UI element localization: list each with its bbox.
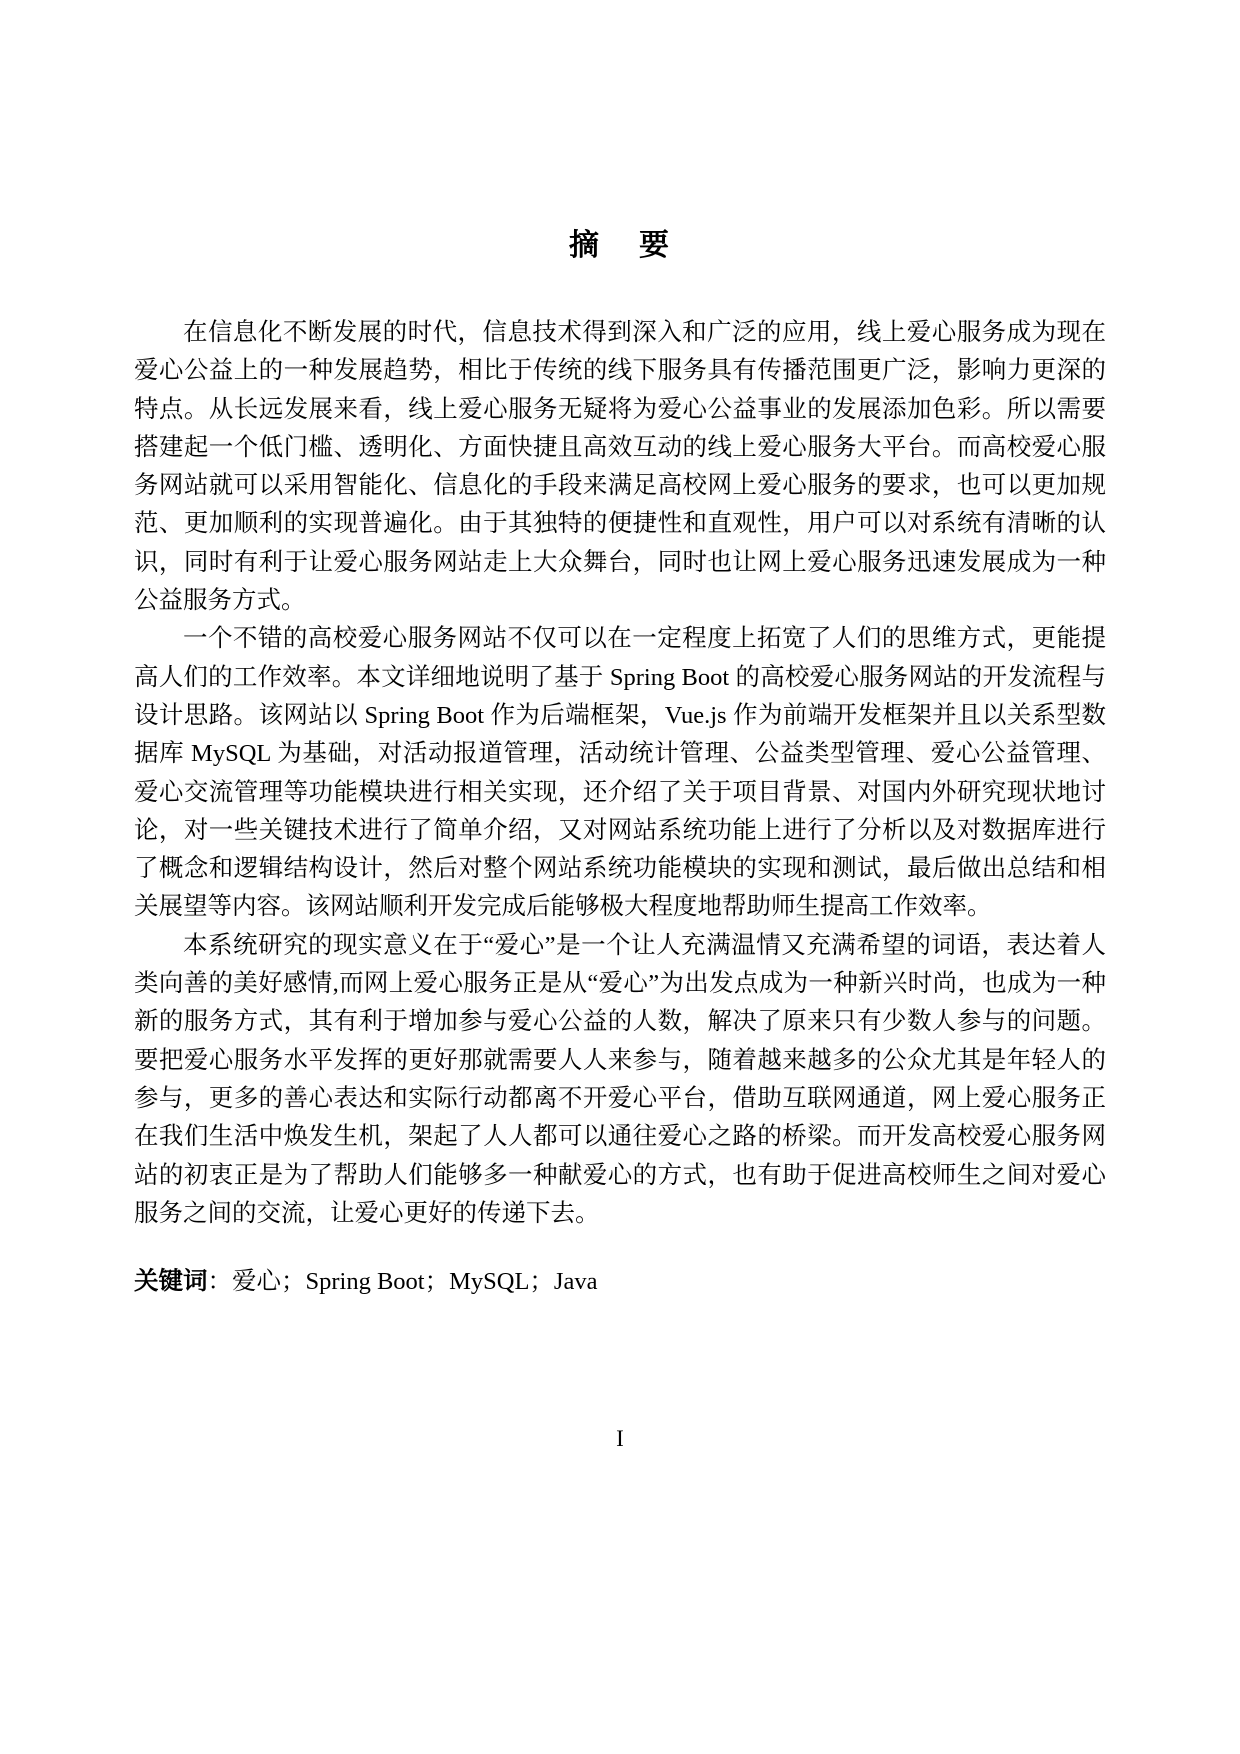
page-content bbox=[134, 0, 1106, 1301]
keywords-line bbox=[134, 1233, 1106, 1301]
keywords-label: 关键词 bbox=[134, 1268, 208, 1296]
page-number-footer: I bbox=[616, 1426, 624, 1451]
page-title bbox=[134, 0, 1106, 264]
page-title-char-second: 要 bbox=[639, 229, 671, 262]
abstract-paragraph-2: 一个不错的高校爱心服务网站不仅可以在一定程度上拓宽了人们的思维方式，更能提高人们的工作效率。本文详细地说明了基于 Spring Boot 的高校爱心服务网站的开发流程与设计思路。该网站以 Spring Boot 作为后端框架，Vue.js 作为前端开发框架并且以关系型数据库 MySQL 为基础，对活动报道管理，活动统计管理、公益类型管理、爱心公益管理、爱心交流管理等功能模块进行相关实现，还介绍了关于项目背景、对国内外研究现状地讨论，对一些关键技术进行了简单介绍，又对网站系统功能上进行了分析以及对数据库进行了概念和逻辑结构设计，然后对整个网站系统功能模块的实现和测试，最后做出总结和相关展望等内容。该网站顺利开发完成后能够极大程度地帮助师生提高工作效率。 bbox=[134, 625, 1106, 921]
page-title-char-first: 摘 bbox=[569, 229, 601, 262]
abstract-paragraph-3: 本系统研究的现实意义在于“爱心”是一个让人充满温情又充满希望的词语，表达着人类向善的美好感情,而网上爱心服务正是从“爱心”为出发点成为一种新兴时尚，也成为一种新的服务方式，其有利于增加参与爱心公益的人数，解决了原来只有少数人参与的问题。要把爱心服务水平发挥的更好那就需要人人来参与，随着越来越多的公众尤其是年轻人的参与，更多的善心表达和实际行动都离不开爱心平台，借助互联网通道，网上爱心服务正在我们生活中焕发生机，架起了人人都可以通往爱心之路的桥梁。而开发高校爱心服务网站的初衷正是为了帮助人们能够多一种献爱心的方式，也有助于促进高校师生之间对爱心服务之间的交流，让爱心更好的传递下去。 bbox=[134, 931, 1106, 1227]
abstract-paragraph-1: 在信息化不断发展的时代，信息技术得到深入和广泛的应用，线上爱心服务成为现在爱心公益上的一种发展趋势，相比于传统的线下服务具有传播范围更广泛，影响力更深的特点。从长远发展来看，线上爱心服务无疑将为爱心公益事业的发展添加色彩。所以需要搭建起一个低门槛、透明化、方面快捷且高效互动的线上爱心服务大平台。而高校爱心服务网站就可以采用智能化、信息化的手段来满足高校网上爱心服务的要求，也可以更加规范、更加顺利的实现普遍化。由于其独特的便捷性和直观性，用户可以对系统有清晰的认识，同时有利于让爱心服务网站走上大众舞台，同时也让网上爱心服务迅速发展成为一种公益服务方式。 bbox=[134, 319, 1106, 615]
keywords-value: ：爱心；Spring Boot；MySQL；Java bbox=[207, 1268, 598, 1296]
